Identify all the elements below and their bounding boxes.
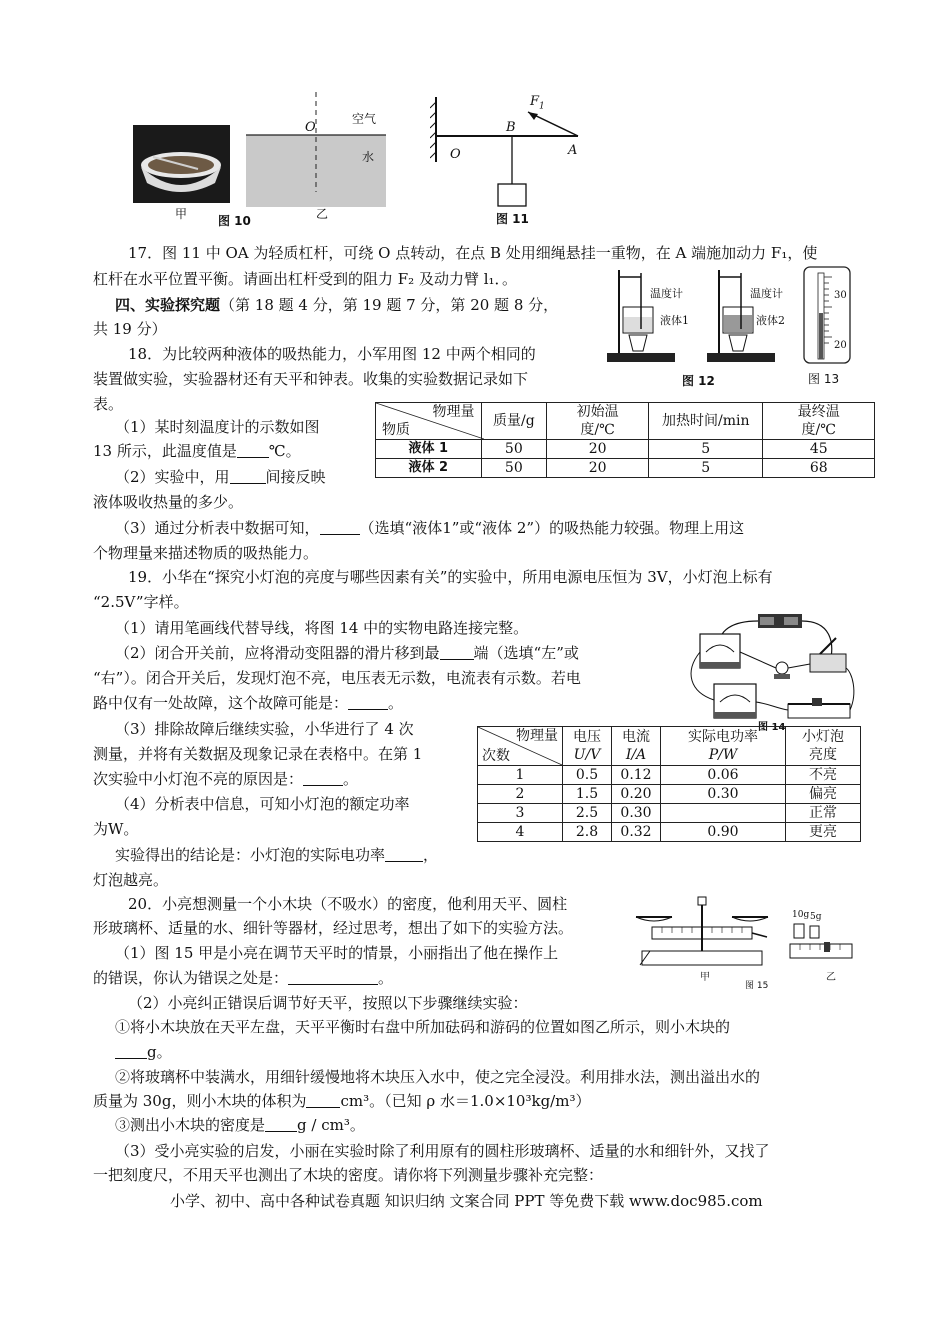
table-row <box>376 459 875 478</box>
fig10-label-yi: 乙 <box>316 207 329 221</box>
page-footer: 小学、初中、高中各种试卷真题 知识归纳 文案合同 PPT 等免费下载 www.doc985.com <box>170 1192 763 1210</box>
section4-desc: （第 18 题 4 分，第 19 题 7 分，第 20 题 8 分， <box>220 296 559 314</box>
table-cell: 0.12 <box>612 766 661 785</box>
q19-conclusion-tail: ， <box>423 846 439 864</box>
section4-heading <box>115 294 558 316</box>
q20-line2: 形玻璃杯、适量的水、细针等器材，经过思考，想出了如下的实验方法。 <box>93 919 574 937</box>
section4-title: 四、实验探究题 <box>115 296 221 314</box>
fig13-tick-20: 20 <box>834 340 847 351</box>
col-header-initial-temp: 初始温 度/℃ <box>547 403 649 440</box>
fig12-thermo-label-1: 温度计 <box>650 287 683 300</box>
table-cell: 0.90 <box>661 823 786 842</box>
corner-bottom-label: 次数 <box>482 748 510 764</box>
corner-top-label: 物理量 <box>432 404 475 420</box>
table-cell: 50 <box>481 440 547 459</box>
q19-blank-conclusion[interactable] <box>385 845 423 862</box>
q19-sub1: （1）请用笔画线代替导线，将图 14 中的实物电路连接完整。 <box>115 619 529 637</box>
fig15-weight-10g: 10g <box>792 910 810 920</box>
q20-line1: 20．小亮想测量一个小木块（不吸水）的密度，他利用天平、圆柱 <box>128 895 568 913</box>
fig11-point-b: B <box>506 120 516 135</box>
table-cell: 0.06 <box>661 766 786 785</box>
section4-desc2: 共 19 分） <box>93 320 167 338</box>
q19-sub2c-text: 路中仅有一处故障，这个故障可能是： <box>93 694 349 712</box>
q20-step3-tail: g / cm³。 <box>297 1116 365 1134</box>
q19-blank-fault[interactable] <box>348 693 388 710</box>
q18-sub3-text: （3）通过分析表中数据可知， <box>115 519 320 537</box>
q19-line1: 19．小华在“探究小灯泡的亮度与哪些因素有关”的实验中，所用电源电压恒为 3V，小灯泡上标有 <box>128 568 773 586</box>
fig13-tick-30: 30 <box>834 290 847 301</box>
q19-sub4a: （4）分析表中信息，可知小灯泡的额定功率 <box>115 795 410 813</box>
table-corner-cell <box>478 727 563 766</box>
q19-data-table <box>477 726 861 842</box>
q19-sub2a <box>115 642 579 664</box>
q18-blank-temperature[interactable] <box>237 441 269 458</box>
fig10-point-o: O <box>305 120 316 135</box>
table-cell: 0.5 <box>563 766 612 785</box>
fig10-water-label: 水 <box>362 150 375 164</box>
fig12-thermo-label-2: 温度计 <box>750 287 783 300</box>
q20-step1a: ①将小木块放在天平左盘，天平平衡时右盘中所加砝码和游码的位置如图乙所示，则小木块的 <box>115 1018 731 1036</box>
table-header-row <box>478 727 861 766</box>
q20-blank-error[interactable] <box>288 968 378 985</box>
q20-step3-text: ③测出小木块的密度是 <box>115 1116 266 1134</box>
fig11-force-f1 <box>530 94 545 112</box>
fig11-point-o: O <box>450 147 461 162</box>
table-cell: 68 <box>763 459 875 478</box>
q19-sub2c-tail: 。 <box>388 694 404 712</box>
col-header-heating-time: 加热时间/min <box>649 403 763 440</box>
table-cell: 0.30 <box>661 785 786 804</box>
fig12-caption: 图 12 <box>682 374 715 388</box>
table-row <box>478 785 861 804</box>
q20-step2b-text: 质量为 30g，则小木块的体积为 <box>93 1092 307 1110</box>
q18-blank-method[interactable] <box>230 467 266 484</box>
table-header-row <box>376 403 875 440</box>
fig10-air-label: 空气 <box>352 112 377 126</box>
q18-sub1b-text: 13 所示，此温度值是 <box>93 442 237 460</box>
fig14-caption: 图 14 <box>758 722 786 733</box>
table-corner-cell <box>376 403 482 440</box>
q19-sub3c <box>93 768 358 790</box>
q18-sub2a-text: （2）实验中，用 <box>115 468 230 486</box>
table-cell: 偏亮 <box>786 785 861 804</box>
fig12-liquid1-label: 液体1 <box>660 314 689 327</box>
q19-sub3c-tail: 。 <box>343 770 359 788</box>
q19-sub2a-text: （2）闭合开关前，应将滑动变阻器的滑片移到最 <box>115 644 440 662</box>
q18-sub3 <box>115 517 744 539</box>
fig11-point-a: A <box>568 143 578 158</box>
q18-line1: 18．为比较两种液体的吸热能力，小军用图 12 中两个相同的 <box>128 345 536 363</box>
table-cell: 2.8 <box>563 823 612 842</box>
table-cell: 5 <box>649 440 763 459</box>
figure-10-photo <box>133 125 230 203</box>
q19-sub2c <box>93 692 403 714</box>
q18-sub2b: 液体吸收热量的多少。 <box>93 493 244 511</box>
q20-step2b <box>93 1090 590 1112</box>
q20-step2a: ②将玻璃杯中装满水，用细针缓慢地将木块压入水中，使之完全浸没。利用排水法，测出溢出水的 <box>115 1068 761 1086</box>
q18-line3: 表。 <box>93 395 124 413</box>
q19-sub2b: “右”）。闭合开关后，发现灯泡不亮，电压表无示数，电流表有示数。若电 <box>93 669 581 687</box>
col-header-brightness: 小灯泡 亮度 <box>786 727 861 766</box>
q18-sub3-tail: （选填“液体1”或“液体 2”）的吸热能力较强。物理上用这 <box>359 519 745 537</box>
q19-sub2a-tail: 端（选填“左”或 <box>473 644 579 662</box>
q20-step3 <box>115 1114 365 1136</box>
table-cell: 0.32 <box>612 823 661 842</box>
q19-line2: “2.5V”字样。 <box>93 593 189 611</box>
fig13-caption: 图 13 <box>808 372 840 386</box>
figure-15-balance <box>632 893 772 968</box>
fig11-caption: 图 11 <box>496 212 529 226</box>
fig12-liquid2-label: 液体2 <box>756 314 785 327</box>
table-cell: 不亮 <box>786 766 861 785</box>
q19-blank-reason[interactable] <box>303 769 343 786</box>
table-cell: 50 <box>481 459 547 478</box>
q20-sub1a: （1）图 15 甲是小亮在调节天平时的情景，小丽指出了他在操作上 <box>115 944 559 962</box>
fig10-caption: 图 10 <box>218 214 251 228</box>
q20-step2b-tail: cm³。（已知 ρ 水＝1.0×10³kg/m³） <box>340 1092 591 1110</box>
col-header-power: 实际电功率 P/W <box>661 727 786 766</box>
q19-conclusion-text: 实验得出的结论是：小灯泡的实际电功率 <box>115 846 386 864</box>
corner-bottom-label: 物质 <box>382 422 410 438</box>
q20-sub2: （2）小亮纠正错误后调节好天平，按照以下步骤继续实验： <box>128 994 528 1012</box>
table-row <box>376 440 875 459</box>
table-cell: 45 <box>763 440 875 459</box>
q19-sub3b: 测量，并将有关数据及现象记录在表格中。在第 1 <box>93 745 423 763</box>
table-cell: 2 <box>478 785 563 804</box>
table-cell: 2.5 <box>563 804 612 823</box>
table-row <box>478 766 861 785</box>
fig10-label-jia: 甲 <box>175 207 188 221</box>
fig11-f1-sub: 1 <box>539 101 545 112</box>
q20-step1b-unit: g。 <box>147 1043 172 1061</box>
table-cell: 更亮 <box>786 823 861 842</box>
q18-data-table <box>375 402 875 478</box>
col-header-voltage: 电压 U/V <box>563 727 612 766</box>
q18-blank-liquid[interactable] <box>320 518 360 535</box>
q18-sub2a-tail: 间接反映 <box>265 468 326 486</box>
col-header-current: 电流 I/A <box>612 727 661 766</box>
q19-blank-slider-end[interactable] <box>440 643 474 660</box>
table-row <box>478 823 861 842</box>
table-cell: 1 <box>478 766 563 785</box>
fig15-label-yi: 乙 <box>826 972 836 983</box>
q20-blank-density[interactable] <box>265 1115 297 1132</box>
table-cell: 1.5 <box>563 785 612 804</box>
table-cell: 正常 <box>786 804 861 823</box>
q20-blank-volume[interactable] <box>306 1091 340 1108</box>
table-cell: 4 <box>478 823 563 842</box>
corner-top-label: 物理量 <box>516 728 558 744</box>
q19-sub3c-text: 次实验中小灯泡不亮的原因是： <box>93 770 304 788</box>
table-cell: 0.20 <box>612 785 661 804</box>
figure-13-thermometer <box>800 265 855 365</box>
table-cell: 20 <box>547 459 649 478</box>
q20-sub1b-tail: 。 <box>378 969 394 987</box>
q20-sub1b <box>93 967 393 989</box>
fig15-caption: 图 15 <box>745 981 769 991</box>
table-cell[interactable] <box>661 804 786 823</box>
table-row <box>478 804 861 823</box>
table-cell: 0.30 <box>612 804 661 823</box>
q18-sub1b <box>93 440 301 462</box>
table-cell: 5 <box>649 459 763 478</box>
q18-sub1a: （1）某时刻温度计的示数如图 <box>115 418 320 436</box>
table-cell: 20 <box>547 440 649 459</box>
table-cell: 3 <box>478 804 563 823</box>
q19-sub4b: 为W。 <box>93 820 139 838</box>
q20-blank-mass[interactable] <box>115 1042 147 1059</box>
fig15-label-jia: 甲 <box>700 972 710 983</box>
q18-sub3b: 个物理量来描述物质的吸热能力。 <box>93 544 319 562</box>
col-header-mass: 质量/g <box>481 403 547 440</box>
q17-line1: 17．图 11 中 OA 为轻质杠杆，可绕 O 点转动，在点 B 处用细绳悬挂一重物，在 A 端施加动力 F₁，使 <box>128 244 818 262</box>
q18-line2: 装置做实验，实验器材还有天平和钟表。收集的实验数据记录如下 <box>93 370 529 388</box>
q20-step1b <box>115 1041 172 1063</box>
row-name: 液体 1 <box>376 440 482 459</box>
q19-conclusion2: 灯泡越亮。 <box>93 871 169 889</box>
q20-sub1b-text: 的错误，你认为错误之处是： <box>93 969 289 987</box>
row-name: 液体 2 <box>376 459 482 478</box>
q17-line2: 杠杆在水平位置平衡。请画出杠杆受到的阻力 F₂ 及动力臂 l₁．。 <box>93 270 518 288</box>
figure-14-circuit <box>680 612 860 724</box>
fig15-weight-5g: 5g <box>810 912 822 922</box>
q20-sub3b: 一把刻度尺，不用天平也测出了木块的密度。请你将下列测量步骤补充完整： <box>93 1166 604 1184</box>
q20-sub3a: （3）受小亮实验的启发，小丽在实验时除了利用原有的圆柱形玻璃杯、适量的水和细针外，又找了 <box>115 1142 770 1160</box>
q19-conclusion <box>115 844 438 866</box>
col-header-final-temp: 最终温 度/℃ <box>763 403 875 440</box>
fig11-f1-letter: F <box>530 94 540 109</box>
q18-sub1b-unit: ℃。 <box>268 442 301 460</box>
q19-sub3a: （3）排除故障后继续实验，小华进行了 4 次 <box>115 720 414 738</box>
q18-sub2a <box>115 466 326 488</box>
